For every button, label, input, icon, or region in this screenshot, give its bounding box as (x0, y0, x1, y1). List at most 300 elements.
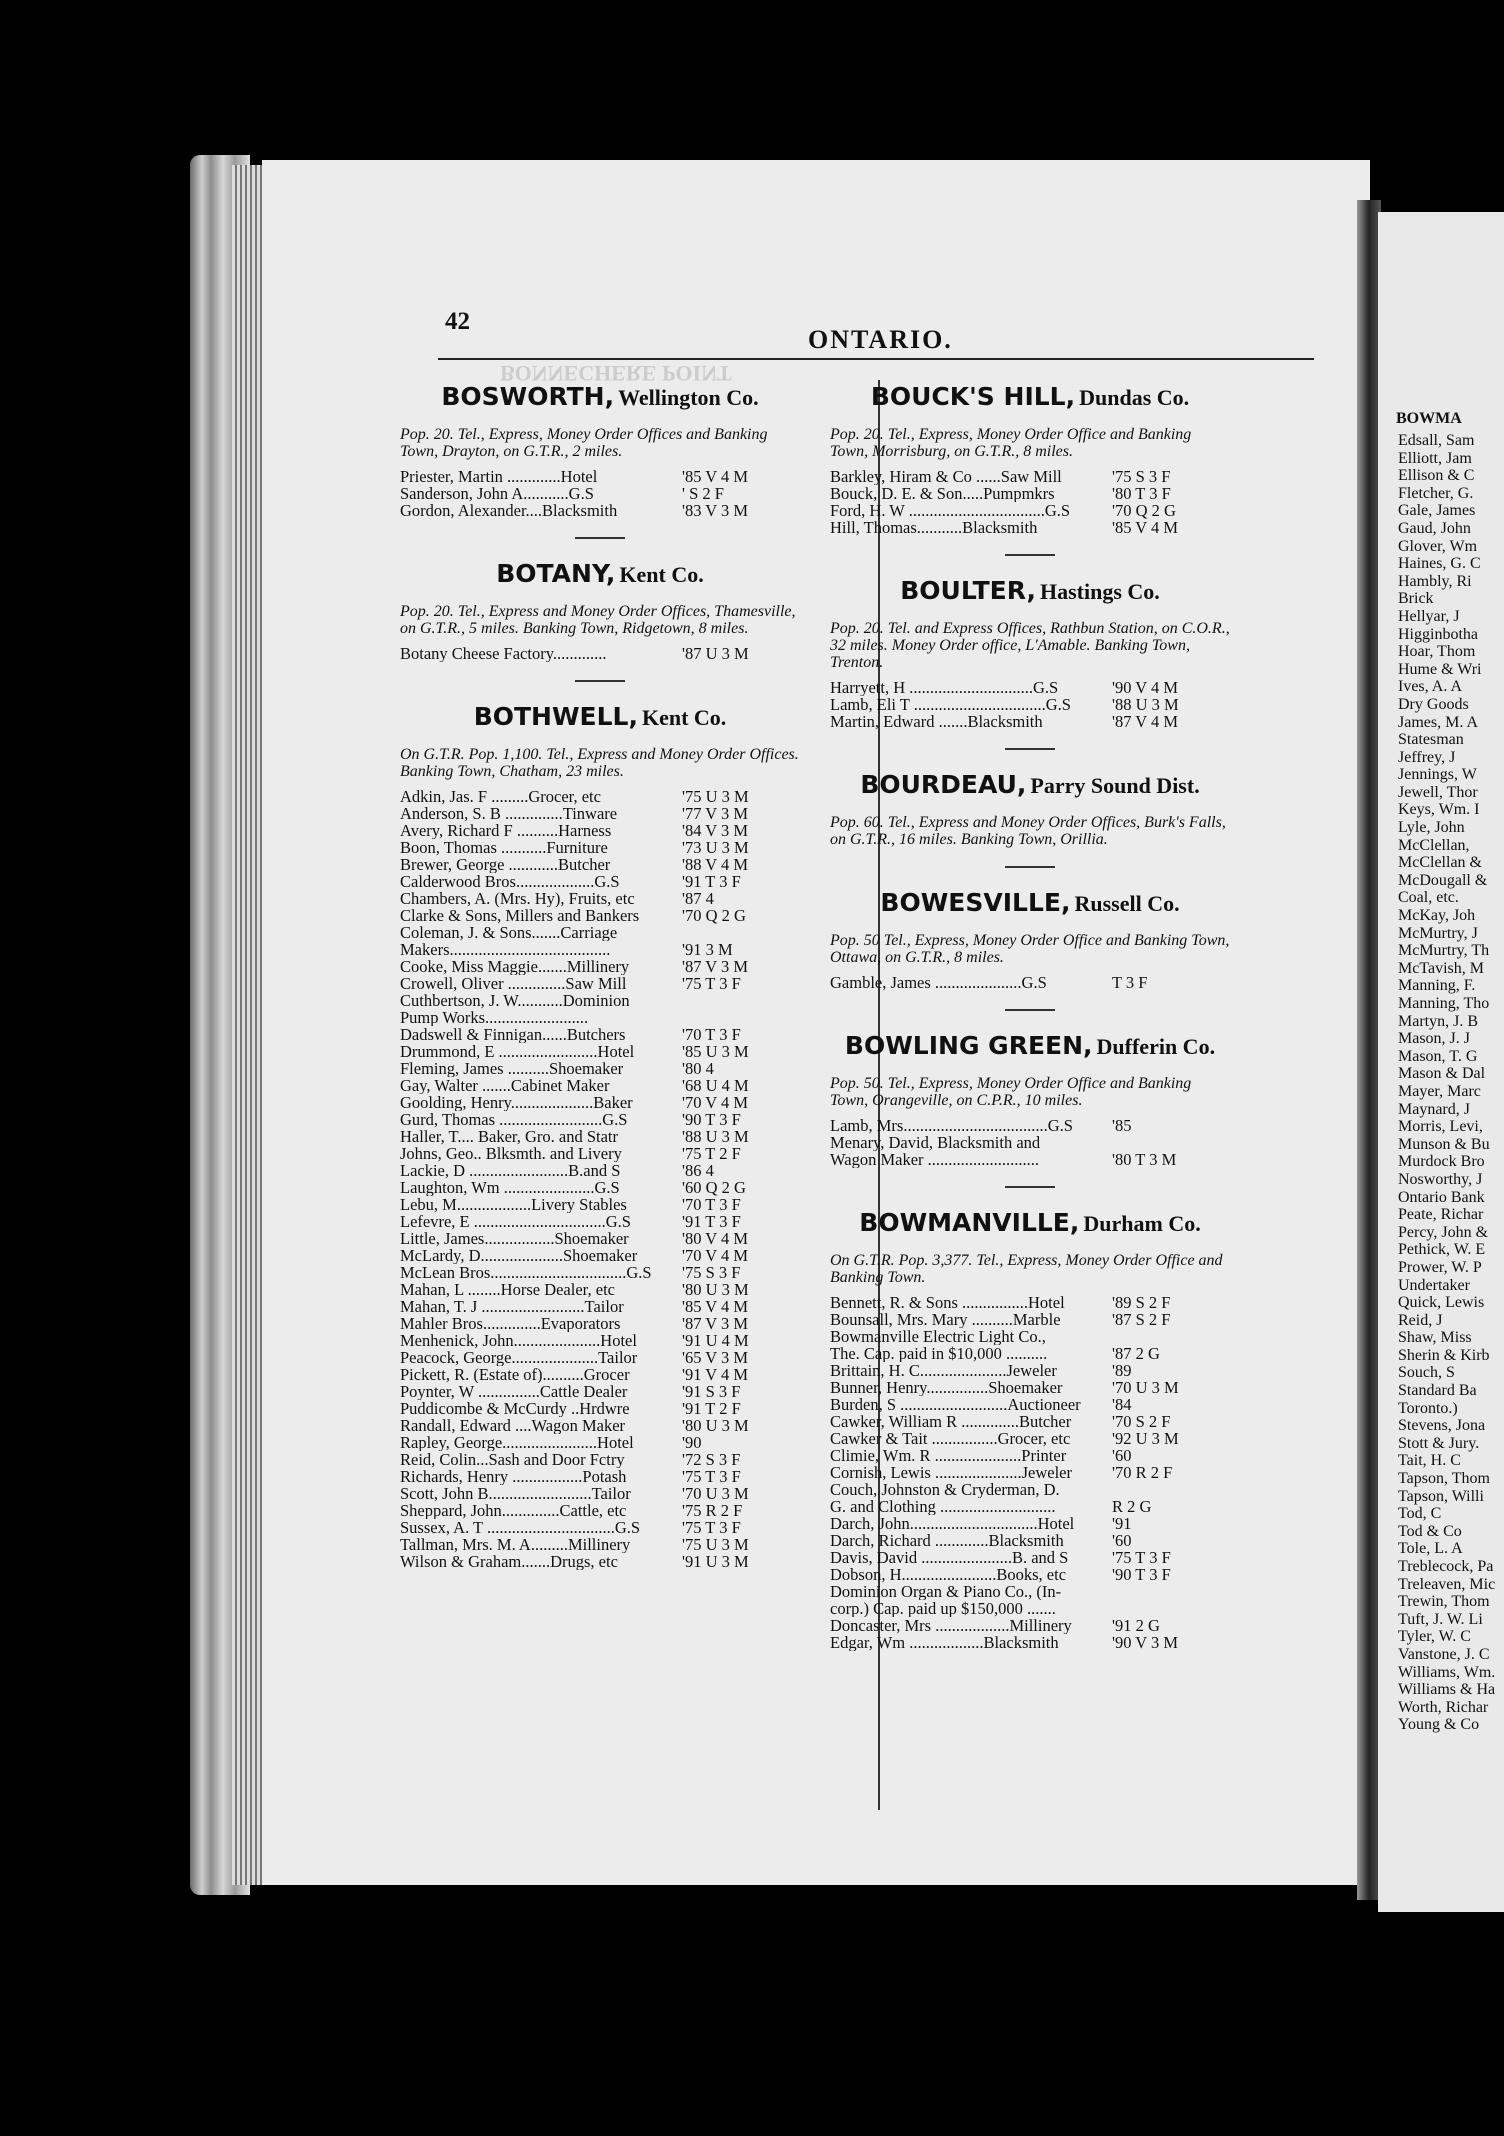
entry-rating: T 3 F (1112, 973, 1148, 992)
next-page-line: Elliott, Jam (1398, 449, 1472, 467)
entry-rating: '90 T 3 F (1112, 1565, 1171, 1584)
entry-name: Avery, Richard F ..........Harness (400, 822, 612, 839)
directory-entry (400, 856, 800, 873)
entry-rating: '90 V 3 M (1112, 1633, 1179, 1652)
entry-name: G. and Clothing ............................ (830, 1498, 1056, 1515)
next-page-line: McClellan, (1398, 836, 1470, 854)
next-page-line: Prower, W. P (1398, 1258, 1482, 1276)
entry-rating: '91 3 M (682, 940, 733, 959)
entry-rating: ' S 2 F (682, 484, 724, 503)
entry-name: Gurd, Thomas .........................G.S (400, 1111, 628, 1128)
entry-name: Lamb, Eli T ................................G.S (830, 696, 1071, 713)
town-description: On G.T.R. Pop. 1,100. Tel., Express and Money Order Offices. Banking Town, Chatham, 23 miles. (400, 746, 799, 780)
next-page-line: McTavish, M (1398, 959, 1484, 977)
town-name: BOULTER, (900, 576, 1036, 605)
next-page-line: Mason & Dal (1398, 1065, 1486, 1083)
directory-entry (400, 1519, 800, 1536)
section-divider (575, 537, 625, 539)
entry-rating: '90 T 3 F (682, 1110, 741, 1129)
directory-entry (830, 1294, 1230, 1311)
next-page-line: Ives, A. A (1398, 678, 1462, 696)
directory-entry (400, 1128, 800, 1145)
directory-entry (400, 992, 800, 1009)
entry-name: Rapley, George.......................Hotel (400, 1434, 634, 1451)
entry-name: Dobson, H.......................Books, etc (830, 1566, 1067, 1583)
town-description: Pop. 20. Tel., Express, Money Order Offices and Banking Town, Drayton, on G.T.R., 2 miles. (400, 426, 768, 460)
directory-entry (830, 502, 1230, 519)
town-description: On G.T.R. Pop. 3,377. Tel., Express, Money Order Office and Banking Town. (830, 1252, 1223, 1286)
next-page-line: Treblecock, Pa (1398, 1558, 1494, 1575)
entry-name: Brewer, George ............Butcher (400, 856, 611, 873)
next-page-line: Mason, T. G (1398, 1047, 1478, 1065)
entry-rating (1112, 1328, 1230, 1345)
directory-entry (400, 788, 800, 805)
directory-entry (400, 873, 800, 890)
page-number: 42 (445, 308, 470, 335)
town-heading (830, 1029, 1230, 1067)
directory-entry (400, 1026, 800, 1043)
header-rule (438, 358, 1314, 360)
directory-entry (830, 468, 1230, 485)
next-page-line: Manning, Tho (1398, 995, 1490, 1012)
entry-rating: '65 V 3 M (682, 1348, 749, 1367)
entry-rating: '60 (1112, 1531, 1132, 1550)
county-name: Kent Co. (619, 562, 704, 587)
next-page-line: Ellison & C (1398, 467, 1475, 485)
directory-entry (400, 1247, 800, 1264)
next-page-line: McKay, Joh (1398, 907, 1476, 925)
next-page-line: Manning, F. (1398, 977, 1476, 995)
entry-rating: '80 4 (682, 1059, 714, 1078)
entry-rating: '72 S 3 F (682, 1450, 741, 1469)
town-description: Pop. 50. Tel., Express, Money Order Office and Banking Town, Orangeville, on C.P.R., 10 miles. (830, 1075, 1192, 1109)
next-page-line: McClellan & (1398, 854, 1482, 872)
entry-name: Ford, H. W .................................G.S (830, 502, 1071, 519)
entry-rating: '80 T 3 M (1112, 1150, 1177, 1169)
directory-entry (400, 645, 800, 662)
entry-name: Makers....................................... (400, 941, 611, 958)
entry-name: Gay, Walter .......Cabinet Maker (400, 1077, 610, 1094)
directory-entry (400, 907, 800, 924)
entry-name: Cornish, Lewis .....................Jeweler (830, 1464, 1072, 1481)
entry-rating: '70 T 3 F (682, 1195, 741, 1214)
directory-entry (830, 1328, 1230, 1345)
section-divider (1005, 1009, 1055, 1011)
directory-entry (400, 1417, 800, 1434)
entry-rating: '91 T 3 F (682, 1212, 741, 1231)
next-page-line: Martyn, J. B (1398, 1012, 1478, 1030)
entry-name: Little, James.................Shoemaker (400, 1230, 629, 1247)
next-page-line: McMurtry, J (1398, 924, 1478, 942)
entry-name: Darch, Richard .............Blacksmith (830, 1532, 1064, 1549)
entry-name: Pump Works......................... (400, 1009, 589, 1026)
section-divider (1005, 748, 1055, 750)
entry-rating: '92 U 3 M (1112, 1429, 1179, 1448)
entry-name: Drummond, E ........................Hotel (400, 1043, 635, 1060)
entry-rating: '80 V 4 M (682, 1229, 749, 1248)
town-name: BOWLING GREEN, (844, 1031, 1093, 1060)
town-name: BOUCK'S HILL, (870, 382, 1076, 411)
entry-name: Menhenick, John.....................Hotel (400, 1332, 637, 1349)
entry-rating: '90 V 4 M (1112, 678, 1179, 697)
entry-name: McLardy, D....................Shoemaker (400, 1247, 638, 1264)
entry-name: Dadswell & Finnigan......Butchers (400, 1026, 626, 1043)
next-page-line: Maynard, J (1398, 1100, 1470, 1118)
directory-entry (830, 1600, 1230, 1617)
entry-rating: '91 (1112, 1514, 1132, 1533)
next-page-line: Ontario Bank (1398, 1188, 1485, 1206)
next-page-line: Dry Goods (1398, 695, 1469, 713)
entry-name: Sheppard, John..............Cattle, etc (400, 1502, 627, 1519)
directory-entry (830, 1549, 1230, 1566)
entry-name: Bennett, R. & Sons ................Hotel (830, 1294, 1065, 1311)
directory-entry (400, 1060, 800, 1077)
entry-name: Calderwood Bros...................G.S (400, 873, 620, 890)
next-page-line: Jewell, Thor (1398, 783, 1478, 801)
directory-entry (830, 696, 1230, 713)
entry-rating: '85 V 4 M (682, 1297, 749, 1316)
next-page-line: Tod & Co (1398, 1522, 1462, 1540)
next-page-line: Statesman (1398, 731, 1464, 749)
town-section (830, 380, 1230, 556)
next-page-line: Lyle, John (1398, 819, 1465, 837)
entry-name: Doncaster, Mrs ..................Millinery (830, 1617, 1072, 1634)
directory-entry (400, 1485, 800, 1502)
directory-entry (400, 822, 800, 839)
entry-rating: '91 V 4 M (682, 1365, 749, 1384)
town-heading (830, 380, 1230, 418)
entry-rating: '70 U 3 M (682, 1484, 749, 1503)
directory-entry (830, 713, 1230, 730)
left-column (400, 380, 800, 1570)
town-section (400, 700, 800, 1570)
next-page-line: Tod, C (1398, 1505, 1442, 1523)
entry-rating: '75 U 3 M (682, 787, 749, 806)
entry-name: Richards, Henry .................Potash (400, 1468, 627, 1485)
entry-rating: '85 U 3 M (682, 1042, 749, 1061)
entry-name: Martin, Edward .......Blacksmith (830, 713, 1043, 730)
entry-name: Crowell, Oliver ..............Saw Mill (400, 975, 627, 992)
entry-name: Burden, S ..........................Auctioneer (830, 1396, 1081, 1413)
town-heading (400, 557, 800, 595)
next-page-line: Undertaker (1398, 1276, 1470, 1294)
entry-name: Climie, Wm. R .....................Printer (830, 1447, 1067, 1464)
entry-rating: '91 T 2 F (682, 1399, 741, 1418)
directory-entry (400, 1179, 800, 1196)
section-divider (1005, 866, 1055, 868)
entry-name: Wagon Maker ........................... (830, 1151, 1040, 1168)
directory-entry (400, 1315, 800, 1332)
next-page-line: Keys, Wm. I (1398, 801, 1480, 819)
next-page-line: Stevens, Jona (1398, 1417, 1486, 1435)
entry-name: Gordon, Alexander....Blacksmith (400, 502, 618, 519)
county-name: Parry Sound Dist. (1030, 773, 1200, 798)
entry-rating: '75 T 2 F (682, 1144, 741, 1163)
entry-rating: '87 S 2 F (1112, 1310, 1171, 1329)
directory-entry (400, 975, 800, 992)
directory-entry (830, 485, 1230, 502)
entry-rating: '87 U 3 M (682, 644, 749, 663)
directory-entry (830, 519, 1230, 536)
next-page-line: Trewin, Thom (1398, 1593, 1490, 1611)
directory-entry (400, 941, 800, 958)
town-heading (400, 700, 800, 738)
entry-rating: '75 S 3 F (682, 1263, 741, 1282)
entry-name: Tallman, Mrs. M. A.........Millinery (400, 1536, 631, 1553)
entry-name: Cuthbertson, J. W...........Dominion (400, 992, 630, 1009)
entry-rating (1112, 1583, 1230, 1600)
entry-name: Hill, Thomas...........Blacksmith (830, 519, 1038, 536)
entry-rating: '91 S 3 F (682, 1382, 741, 1401)
entry-rating: '86 4 (682, 1161, 714, 1180)
entry-name: Boon, Thomas ...........Furniture (400, 839, 608, 856)
next-page-line: Brick (1398, 590, 1434, 608)
entry-name: Peacock, George.....................Tailor (400, 1349, 638, 1366)
directory-entry (400, 1383, 800, 1400)
directory-entry (830, 1379, 1230, 1396)
entry-name: Randall, Edward ....Wagon Maker (400, 1417, 626, 1434)
entry-name: Brittain, H. C.....................Jeweler (830, 1362, 1057, 1379)
directory-entry (400, 485, 800, 502)
next-page-heading: BOWMA (1396, 410, 1462, 427)
entry-name: Cawker, William R ..............Butcher (830, 1413, 1072, 1430)
directory-entry (400, 1043, 800, 1060)
next-page-line: Quick, Lewis (1398, 1294, 1485, 1312)
entry-rating: '60 Q 2 G (682, 1178, 746, 1197)
entry-rating: '91 U 3 M (682, 1552, 749, 1571)
entry-rating: '88 V 4 M (682, 855, 749, 874)
entry-name: Lackie, D ........................B.and S (400, 1162, 621, 1179)
entry-rating: '80 U 3 M (682, 1416, 749, 1435)
town-description: Pop. 50 Tel., Express, Money Order Office and Banking Town, Ottawa, on G.T.R., 8 miles. (830, 932, 1230, 966)
directory-entry (400, 1281, 800, 1298)
town-section (830, 768, 1230, 868)
entry-name: Lamb, Mrs...................................G.S (830, 1117, 1073, 1134)
town-name: BOTHWELL, (473, 702, 638, 731)
next-page-line: Morris, Levi, (1398, 1118, 1483, 1136)
entry-name: Poynter, W ...............Cattle Dealer (400, 1383, 628, 1400)
directory-entry (400, 1077, 800, 1094)
directory-entry (400, 1400, 800, 1417)
directory-entry (830, 1430, 1230, 1447)
next-page-line: James, M. A (1398, 713, 1478, 731)
next-page-line: Worth, Richar (1398, 1698, 1489, 1716)
entry-rating: '85 V 4 M (682, 467, 749, 486)
town-heading (830, 574, 1230, 612)
entry-rating (682, 992, 800, 1009)
entry-name: Adkin, Jas. F .........Grocer, etc (400, 788, 601, 805)
directory-entry (830, 1566, 1230, 1583)
entry-rating: '80 T 3 F (1112, 484, 1171, 503)
entry-name: Wilson & Graham.......Drugs, etc (400, 1553, 618, 1570)
next-page-line: Higginbotha (1398, 625, 1478, 643)
next-page-line: Munson & Bu (1398, 1135, 1490, 1153)
town-section (400, 380, 800, 539)
town-section (830, 1206, 1230, 1651)
town-heading (830, 1206, 1230, 1244)
entry-rating: '70 Q 2 G (1112, 501, 1176, 520)
county-name: Kent Co. (641, 705, 727, 730)
entry-name: Pickett, R. (Estate of)..........Grocer (400, 1366, 630, 1383)
section-divider (1005, 1186, 1055, 1188)
entry-rating (1112, 1481, 1230, 1498)
county-name: Hastings Co. (1039, 579, 1160, 604)
directory-entry (400, 1213, 800, 1230)
entry-name: The. Cap. paid in $10,000 .......... (830, 1345, 1048, 1362)
directory-entry (400, 1434, 800, 1451)
directory-entry (830, 1396, 1230, 1413)
directory-entry (400, 1111, 800, 1128)
directory-entry (400, 1349, 800, 1366)
next-page-line: Gaud, John (1398, 519, 1471, 537)
directory-entry (830, 1311, 1230, 1328)
entry-name: Dominion Organ & Piano Co., (In- (830, 1583, 1062, 1600)
directory-entry (400, 924, 800, 941)
entry-name: Cooke, Miss Maggie.......Millinery (400, 958, 630, 975)
town-section (400, 557, 800, 682)
next-page-line: Nosworthy, J (1398, 1170, 1483, 1188)
entry-rating: '75 T 3 F (682, 974, 741, 993)
next-page-line: Tait, H. C (1398, 1452, 1461, 1470)
entry-rating: '70 T 3 F (682, 1025, 741, 1044)
next-page-line: Gale, James (1398, 502, 1476, 520)
entry-rating: '89 S 2 F (1112, 1293, 1171, 1312)
next-page-line: Tuft, J. W. Li (1398, 1610, 1483, 1628)
entry-name: Bounsall, Mrs. Mary ..........Marble (830, 1311, 1061, 1328)
entry-rating: '84 V 3 M (682, 821, 749, 840)
entry-name: Edgar, Wm ..................Blacksmith (830, 1634, 1059, 1651)
entry-rating: '91 U 4 M (682, 1331, 749, 1350)
entry-rating: '91 T 3 F (682, 872, 741, 891)
next-page-line: Williams & Ha (1398, 1681, 1496, 1699)
county-name: Russell Co. (1074, 891, 1180, 916)
entry-name: Botany Cheese Factory............. (400, 645, 607, 662)
town-section (830, 886, 1230, 1011)
directory-entry (830, 1134, 1230, 1151)
next-page-line: Vanstone, J. C (1398, 1645, 1490, 1663)
next-page-line: Sherin & Kirb (1398, 1346, 1490, 1364)
next-page-line: Mayer, Marc (1398, 1082, 1481, 1100)
entry-name: McLean Bros.................................G.S (400, 1264, 652, 1281)
next-page-line: Williams, Wm. (1398, 1663, 1496, 1681)
page-title: ONTARIO. (808, 325, 953, 354)
directory-entry (400, 1536, 800, 1553)
directory-entry (830, 1447, 1230, 1464)
next-page-line: Tapson, Thom (1398, 1470, 1490, 1488)
next-page-line: Peate, Richar (1398, 1206, 1484, 1224)
town-heading (830, 768, 1230, 806)
entry-rating: '75 U 3 M (682, 1535, 749, 1554)
entry-name: corp.) Cap. paid up $150,000 ....... (830, 1600, 1056, 1617)
next-page-line: Young & Co (1398, 1716, 1480, 1734)
entry-rating: '87 4 (682, 889, 714, 908)
directory-entry (830, 1345, 1230, 1362)
entry-rating: '89 (1112, 1361, 1132, 1380)
town-section (830, 574, 1230, 750)
entry-name: Johns, Geo.. Blksmth. and Livery (400, 1145, 622, 1162)
next-page-line: Toronto.) (1398, 1399, 1458, 1417)
next-page-line: Glover, Wm (1398, 537, 1478, 555)
directory-entry (400, 1162, 800, 1179)
next-page-line: Pethick, W. E (1398, 1241, 1486, 1259)
entry-name: Harryett, H ..............................G.S (830, 679, 1059, 696)
next-page-line: Mason, J. J (1398, 1030, 1471, 1048)
entry-name: Gamble, James .....................G.S (830, 974, 1047, 991)
entry-name: Coleman, J. & Sons.......Carriage (400, 924, 618, 941)
directory-entry (400, 805, 800, 822)
directory-entry (830, 1464, 1230, 1481)
entry-rating: '75 S 3 F (1112, 467, 1171, 486)
entry-name: Bunner, Henry...............Shoemaker (830, 1379, 1063, 1396)
entry-rating: '70 V 4 M (682, 1246, 749, 1265)
directory-entry (400, 839, 800, 856)
entry-rating: '87 V 3 M (682, 957, 749, 976)
directory-entry (830, 679, 1230, 696)
entry-rating: '75 T 3 F (1112, 1548, 1171, 1567)
next-page-line: Shaw, Miss (1398, 1329, 1472, 1347)
entry-rating: '87 2 G (1112, 1344, 1160, 1363)
entry-rating: '70 Q 2 G (682, 906, 746, 925)
county-name: Wellington Co. (618, 385, 759, 410)
entry-name: Reid, Colin...Sash and Door Fctry (400, 1451, 625, 1468)
directory-entry (830, 1481, 1230, 1498)
town-name: BOWESVILLE, (880, 888, 1071, 917)
entry-name: Bouck, D. E. & Son.....Pumpmkrs (830, 485, 1055, 502)
town-heading (400, 380, 800, 418)
next-page-line: Coal, etc. (1398, 889, 1459, 907)
directory-entry (830, 974, 1230, 991)
entry-rating (682, 924, 800, 941)
directory-entry (400, 1332, 800, 1349)
entry-name: Menary, David, Blacksmith and (830, 1134, 1041, 1151)
entry-rating (682, 1009, 800, 1026)
directory-entry (400, 1094, 800, 1111)
next-page-line: Hoar, Thom (1398, 643, 1476, 661)
directory-entry (830, 1413, 1230, 1430)
entry-name: Davis, David ......................B. and S (830, 1549, 1069, 1566)
next-page-line: Fletcher, G. (1398, 484, 1474, 502)
entry-rating: '84 (1112, 1395, 1132, 1414)
next-page-line: McDougall & (1398, 871, 1488, 889)
entry-rating: '85 (1112, 1116, 1132, 1135)
next-page-line: Reid, J (1398, 1311, 1443, 1329)
entry-rating: '77 V 3 M (682, 804, 749, 823)
next-page-line: Jennings, W (1398, 766, 1477, 784)
next-page-line: Murdock Bro (1398, 1153, 1485, 1171)
entry-name: Lebu, M..................Livery Stables (400, 1196, 627, 1213)
right-column (830, 380, 1230, 1651)
next-page-line: Hambly, Ri (1398, 572, 1472, 590)
entry-name: Mahan, T. J .........................Tailor (400, 1298, 624, 1315)
county-name: Dundas Co. (1079, 385, 1190, 410)
entry-rating: '80 U 3 M (682, 1280, 749, 1299)
county-name: Dufferin Co. (1096, 1034, 1216, 1059)
next-page-line: Hume & Wri (1398, 660, 1482, 678)
entry-name: Clarke & Sons, Millers and Bankers (400, 907, 640, 924)
town-name: BOURDEAU, (860, 770, 1027, 799)
town-name: BOWMANVILLE, (859, 1208, 1080, 1237)
town-description: Pop. 60. Tel., Express and Money Order Offices, Burk's Falls, on G.T.R., 16 miles. Banking Town, Orillia. (830, 814, 1226, 848)
directory-entry (400, 890, 800, 907)
next-page-line: Treleaven, Mic (1398, 1575, 1496, 1593)
entry-rating: '70 S 2 F (1112, 1412, 1171, 1431)
entry-rating: '73 U 3 M (682, 838, 749, 857)
entry-name: Priester, Martin .............Hotel (400, 468, 598, 485)
entry-rating: '75 T 3 F (682, 1518, 741, 1537)
entry-rating: '88 U 3 M (1112, 695, 1179, 714)
entry-rating: '90 (682, 1433, 702, 1452)
entry-name: Cawker & Tait ................Grocer, etc (830, 1430, 1071, 1447)
